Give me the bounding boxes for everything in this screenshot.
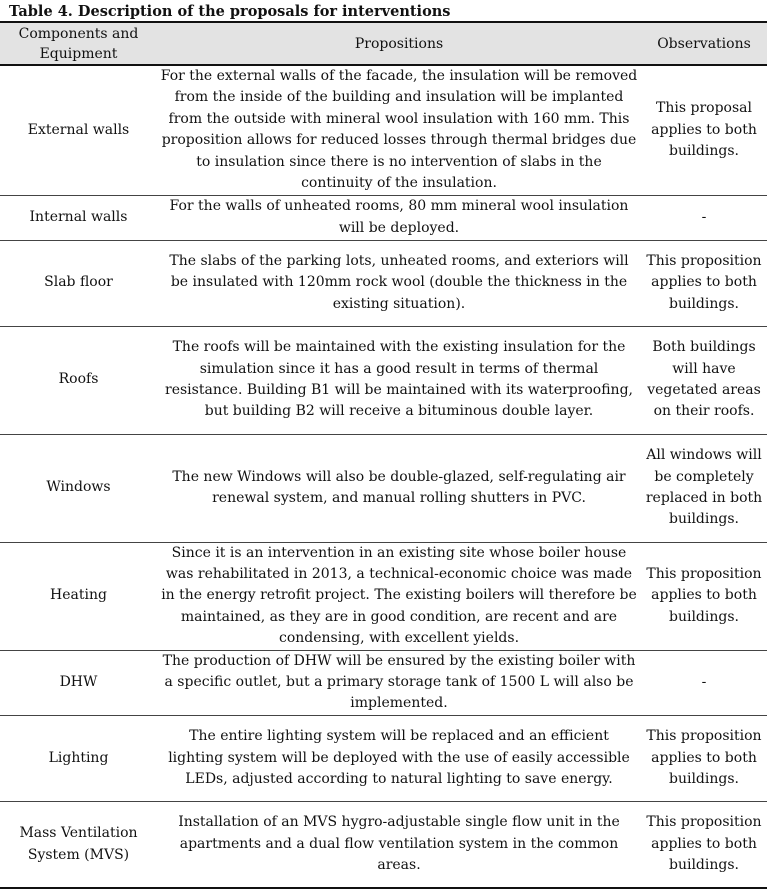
observation-cell: This proposition applies to both buildings. <box>646 565 762 625</box>
component-cell: Heating <box>50 587 107 604</box>
observation-cell: - <box>701 673 707 690</box>
table-row <box>0 715 767 801</box>
proposition-cell: Since it is an intervention in an existing site whose boiler house was rehabilitated in 2013, a technical-economic choice was made in the energy retrofit project. The existing boilers will therefore be maintained, as they are in good condition, are recent and are condensing, with excellent yields. <box>161 544 637 647</box>
table-row <box>0 650 767 715</box>
table-header-row <box>0 22 767 65</box>
proposition-cell: The roofs will be maintained with the existing insulation for the simulation since it has a good result in terms of thermal resistance. Building B1 will be maintained with its waterproofing, but building B2 will receive a bituminous double layer. <box>165 339 633 420</box>
component-cell: External walls <box>27 121 130 138</box>
observation-cell: All windows will be completely replaced in both buildings. <box>645 447 763 528</box>
component-cell: Mass Ventilation System (MVS) <box>19 825 138 863</box>
proposition-cell: For the walls of unheated rooms, 80 mm mineral wool insulation will be deployed. <box>169 198 629 236</box>
table-row <box>0 240 767 326</box>
proposition-cell: The entire lighting system will be replaced and an efficient lighting system will be deployed with the use of easily accessible LEDs, adjusted according to natural lighting to save energy. <box>168 728 630 787</box>
component-cell: DHW <box>59 673 98 690</box>
table-row <box>0 801 767 888</box>
component-cell: Roofs <box>58 371 99 388</box>
interventions-table <box>0 21 767 889</box>
component-cell: Lighting <box>48 749 109 766</box>
table-caption: Table 4. Description of the proposals for interventions <box>9 3 451 20</box>
header-observations: Observations <box>657 35 751 52</box>
component-cell: Slab floor <box>44 274 113 291</box>
observation-cell: This proposition applies to both buildings. <box>646 252 762 312</box>
observation-cell: This proposal applies to both buildings. <box>651 100 757 159</box>
observation-cell: This proposition applies to both buildings. <box>646 728 762 787</box>
component-cell: Internal walls <box>29 208 128 225</box>
header-propositions: Propositions <box>354 35 444 52</box>
table-row <box>0 195 767 240</box>
table-row <box>0 326 767 434</box>
observation-cell: - <box>701 208 707 225</box>
observation-cell: Both buildings will have vegetated areas on their roofs. <box>647 339 761 420</box>
proposition-cell: Installation of an MVS hygro-adjustable single flow unit in the apartments and a dual flow ventilation system in the common areas. <box>178 814 620 874</box>
component-cell: Windows <box>46 479 111 496</box>
proposition-cell: The slabs of the parking lots, unheated rooms, and exteriors will be insulated with 120mm rock wool (double the thickness in the existing situation). <box>169 252 629 312</box>
proposition-cell: For the external walls of the facade, the insulation will be removed from the inside of the building and insulation will be implanted from the outside with mineral wool insulation with 160 mm. This proposition allows for reduced losses through thermal bridges due to insulation since there is no intervention of slabs in the continuity of the insulation. <box>160 68 638 192</box>
table-row <box>0 434 767 542</box>
table-row <box>0 65 767 195</box>
proposition-cell: The production of DHW will be ensured by the existing boiler with a specific outlet, but a primary storage tank of 1500 L will also be implemented. <box>162 652 636 712</box>
observation-cell: This proposition applies to both buildings. <box>646 814 762 874</box>
proposition-cell: The new Windows will also be double-glazed, self-regulating air renewal system, and manual rolling shutters in PVC. <box>172 468 626 506</box>
header-components: Components and Equipment <box>18 25 139 62</box>
table-row <box>0 542 767 650</box>
